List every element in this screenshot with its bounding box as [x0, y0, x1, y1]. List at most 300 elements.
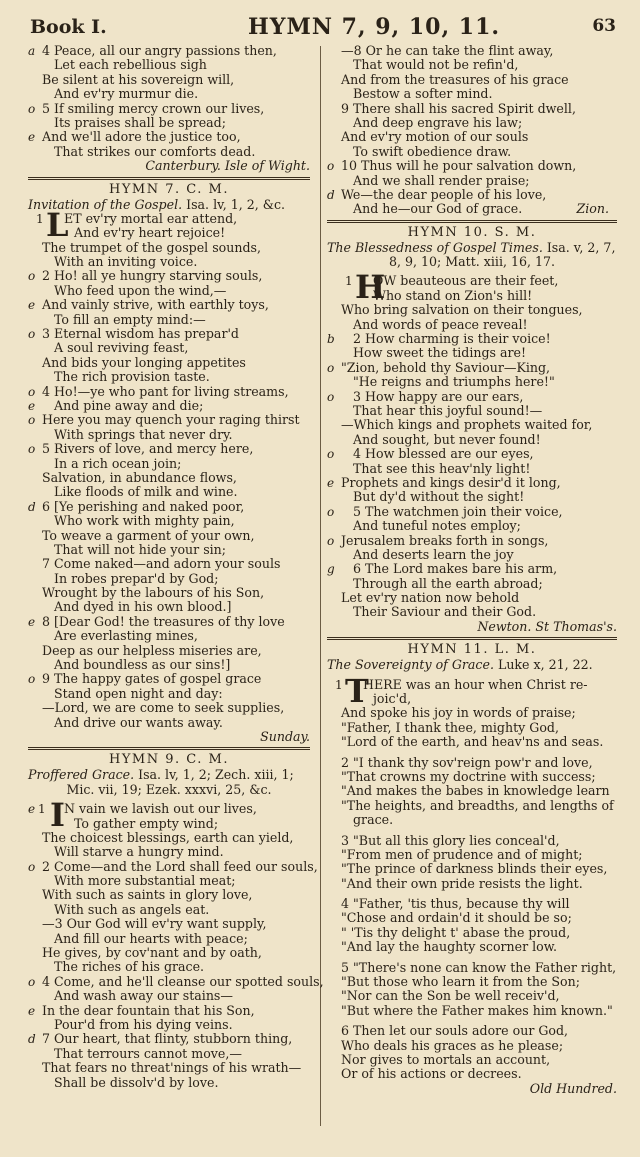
dynamics-mark: o [327, 159, 335, 174]
line-text: Bestow a softer mind. [353, 86, 493, 102]
hymn-9-scripture-2: Mic. vii, 19; Ezek. xxxvi, 25, &c. [66, 781, 272, 797]
hymn-line [28, 1032, 310, 1046]
hymn-line [28, 858, 318, 874]
dynamics-mark: o [28, 384, 36, 399]
line-text: And dyed in his own blood.] [54, 599, 232, 615]
line-text: With springs that never dry. [54, 426, 233, 442]
hymn-line [28, 543, 310, 557]
book-label: Book I. [30, 16, 107, 38]
hymn-line [28, 1018, 310, 1032]
line-text: Shall be dissolv'd by love. [54, 1074, 219, 1090]
line-text: 7 Our heart, that flinty, stubborn thing, [42, 1031, 293, 1047]
dynamics-mark: a [28, 44, 36, 58]
line-text: Their Saviour and their God. [353, 604, 537, 620]
verse-number: 1 [345, 274, 353, 289]
line-text: "The heights, and breadths, and lengths of [341, 797, 614, 813]
dynamics-mark: d [28, 1032, 36, 1047]
hymn-line [327, 87, 617, 101]
hymn-line [327, 706, 617, 720]
hymn-6-end [28, 44, 310, 159]
line-text: And boundless as our sins!] [54, 657, 231, 673]
line-text: 7 Come naked—and adorn your souls [42, 556, 281, 572]
dynamics-mark: e [28, 1003, 36, 1018]
hymn-9-scripture: Isa. lv, 1, 2; Zech. xiii, 1; [134, 767, 294, 783]
hymn-line [327, 897, 617, 911]
hymn-line [327, 505, 617, 519]
hymn-line [327, 784, 617, 798]
column-divider [320, 46, 321, 1126]
line-text: And from the treasures of his grace [341, 71, 569, 87]
page-number: 63 [592, 16, 616, 36]
hymn-11-scripture: Luke x, 21, 22. [493, 657, 593, 673]
hymn-line [28, 87, 310, 101]
line-text: And deserts learn the joy [353, 546, 514, 562]
hymn-line [327, 102, 617, 116]
dynamics-mark: e [28, 130, 36, 145]
hymn-line [28, 1076, 310, 1090]
line-text: —Which kings and prophets waited for, [341, 417, 593, 433]
dynamics-mark: o [28, 974, 36, 989]
line-text: Nor gives to mortals an account, [341, 1052, 551, 1067]
line-text: The riches of his grace. [54, 959, 205, 975]
line-text: —Lord, we are come to seek supplies, [42, 700, 285, 716]
hymn-line [327, 862, 617, 876]
line-text: grace. [353, 812, 394, 828]
hymn-line [28, 471, 310, 485]
dynamics-mark: o [28, 413, 36, 428]
line-text: "Chose and ordain'd it should be so; [341, 910, 572, 926]
hymn-line [327, 159, 617, 173]
line-text: That strikes our comforts dead. [54, 143, 256, 159]
hymn-11-subtitle [327, 658, 617, 672]
hymn-line [327, 318, 617, 332]
line-text: Let ev'ry nation now behold [341, 590, 520, 606]
line-text: Who work with mighty pain, [54, 513, 235, 529]
hymn-line [28, 73, 310, 87]
hymn-line [327, 462, 617, 476]
hymn-line [327, 799, 617, 813]
line-text: Its praises shall be spread; [54, 114, 226, 130]
line-text: 3 How happy are our ears, [353, 388, 524, 404]
line-text: And tuneful notes employ; [353, 518, 521, 534]
line-text: Wrought by the labours of his Son, [42, 585, 265, 601]
hymn-11-tune: Old Hundred. [529, 1080, 617, 1096]
line-text: 2 How charming is their voice! [353, 331, 551, 347]
hymn-line [28, 226, 310, 240]
line-text: "From men of prudence and of might; [341, 846, 583, 862]
hymn-line [28, 241, 310, 255]
hymn-line [327, 756, 617, 770]
hymn-rule [28, 747, 310, 750]
hymn-line [28, 457, 310, 471]
hymn-line [28, 255, 310, 269]
hymn-line [28, 845, 310, 859]
line-text: That hear this joyful sound!— [353, 402, 543, 418]
line-text: And deep engrave his law; [353, 114, 523, 130]
line-text: We—the dear people of his love, [341, 186, 547, 202]
hymn-line [327, 476, 617, 490]
hymn-line [28, 557, 310, 571]
line-text: joic'd, [373, 691, 412, 707]
hymn-9-subtitle [28, 768, 310, 782]
hymn-line [28, 269, 310, 283]
dynamics-mark: o [327, 389, 335, 404]
hymn-line [327, 1039, 617, 1053]
dynamics-mark: e [28, 614, 36, 629]
hymn-line [28, 888, 310, 902]
line-text: "And makes the babes in knowledge learn [341, 783, 610, 799]
hymn-line [28, 428, 310, 442]
line-text: "But where the Father makes him known." [341, 1002, 613, 1018]
line-text: Prophets and kings desir'd it long, [341, 474, 561, 490]
hymn-rule [327, 637, 617, 640]
hymn-line [327, 813, 617, 827]
hymn-line [28, 413, 310, 427]
line-text: And sought, but never found! [353, 431, 541, 447]
hymn-line [28, 298, 310, 312]
hymn-9-theme: Proffered Grace. [28, 767, 135, 783]
line-text: How sweet the tidings are! [353, 345, 527, 361]
hymn-10-body [327, 289, 617, 620]
hymn-line [28, 1004, 310, 1018]
running-header [30, 12, 616, 42]
line-text: 5 If smiling mercy crown our lives, [42, 100, 265, 116]
hymn-line [28, 831, 310, 845]
line-text: Who deals his graces as he please; [341, 1037, 564, 1053]
line-text: That will not hide your sin; [54, 541, 227, 557]
line-text: But dy'd without the sight! [353, 489, 525, 505]
line-text: —8 Or he can take the flint away, [341, 43, 554, 58]
line-text: And pine away and die; [54, 397, 204, 413]
dynamics-mark: o [28, 859, 36, 874]
hymn-line [327, 591, 617, 605]
hymn-line [28, 917, 310, 931]
line-text: That see this heav'nly light! [353, 460, 531, 476]
line-text: 9 The happy gates of gospel grace [42, 671, 262, 687]
hymn-line [28, 500, 310, 514]
line-text: The rich provision taste. [54, 369, 210, 385]
hymn-11-body [327, 692, 617, 1082]
hymn-line [28, 399, 310, 413]
line-text: Salvation, in abundance flows, [42, 469, 237, 485]
hymn-10-tune: Newton. St Thomas's. [477, 618, 617, 634]
line-text: 3 "But all this glory lies conceal'd, [341, 832, 560, 848]
dynamics-mark: e [28, 298, 36, 313]
hymn-line [327, 989, 617, 1003]
hymn-9-body [28, 815, 324, 1090]
hymn-line [327, 447, 617, 461]
line-text: 6 Then let our souls adore our God, [341, 1023, 569, 1039]
hymn-line [327, 404, 617, 418]
hymn-line [327, 911, 617, 925]
line-text: HERE was an hour when Christ re- [363, 676, 588, 692]
hymn-line [327, 145, 617, 159]
hymn-line [28, 946, 310, 960]
hymn-line [28, 529, 310, 543]
hymn-line [327, 1024, 617, 1038]
line-text: —3 Our God will ev'ry want supply, [42, 916, 267, 932]
line-text: Who bring salvation on their tongues, [341, 302, 583, 318]
line-text: 2 Ho! all ye hungry starving souls, [42, 268, 263, 284]
drop-cap: H [355, 268, 386, 307]
line-text: And drive our wants away. [54, 714, 223, 730]
hymn-line [327, 361, 617, 375]
line-text: Will starve a hungry mind. [54, 844, 224, 860]
line-text: Who feed upon the wind,— [54, 282, 227, 298]
line-text: To gather empty wind; [74, 815, 219, 831]
line-text: Jerusalem breaks forth in songs, [341, 532, 549, 548]
hymn-line [28, 102, 310, 116]
hymn-line [28, 600, 310, 614]
line-text: "Father, I thank thee, mighty God, [341, 719, 559, 735]
line-text: To weave a garment of your own, [42, 527, 255, 543]
line-text: "He reigns and triumphs here!" [353, 374, 555, 390]
hymn-line [28, 145, 310, 159]
line-text: "But those who learn it from the Son; [341, 974, 580, 990]
hymn-line [327, 548, 617, 562]
hymn-line [327, 346, 617, 360]
line-text: 4 "Father, 'tis thus, because thy will [341, 896, 570, 912]
hymn-line [327, 44, 617, 58]
hymn-9-continued [327, 44, 617, 202]
hymn-10-theme: The Blessedness of Gospel Times. [327, 239, 543, 255]
line-text: "And their own pride resists the light. [341, 875, 583, 891]
hymn-line [327, 926, 617, 940]
hymn-line [28, 716, 310, 730]
line-text: 5 The watchmen join their voice, [353, 503, 563, 519]
line-text: With such as angels eat. [54, 901, 210, 917]
line-text: 5 "There's none can know the Father right, [341, 959, 617, 975]
hymn-line [327, 289, 617, 303]
hymn-line [327, 961, 617, 975]
hymn-10-scripture: Isa. v, 2, 7, [542, 239, 616, 255]
hymn-line [327, 735, 617, 749]
line-text: Pour'd from his dying veins. [54, 1017, 233, 1032]
hymn-line [28, 514, 310, 528]
hymn-7-theme: Invitation of the Gospel. [28, 196, 183, 212]
hymn-line [28, 1047, 310, 1061]
line-text: Or of his actions or decrees. [341, 1066, 522, 1082]
line-text: Who stand on Zion's hill! [373, 287, 533, 303]
hymn-line [28, 58, 310, 72]
hymn-line [327, 418, 617, 432]
hymn-line [327, 770, 617, 784]
dynamics-mark: d [28, 499, 36, 514]
verse-number: 1 [36, 211, 44, 226]
hymn-10-scripture-2: 8, 9, 10; Matt. xiii, 16, 17. [388, 254, 556, 270]
hymn-line [327, 1067, 617, 1081]
dynamics-mark: o [28, 269, 36, 284]
line-text: 3 Eternal wisdom has prepar'd [42, 326, 239, 342]
hymn-line [28, 817, 310, 831]
line-text: Deep as our helpless miseries are, [42, 642, 262, 658]
line-text: Through all the earth abroad; [353, 575, 543, 591]
dynamics-mark: o [327, 360, 335, 375]
line-text: And vainly strive, with earthly toys, [42, 297, 269, 313]
hymn-line [28, 672, 310, 686]
line-text: And we shall render praise; [353, 172, 530, 188]
line-text: That would not be refin'd, [353, 57, 519, 73]
hymn-line [28, 874, 310, 888]
line-text: To fill an empty mind:— [54, 311, 206, 327]
hymn-line [28, 960, 310, 974]
hymn-line [28, 687, 310, 701]
dynamics-mark: o [28, 442, 36, 457]
dynamics-mark: o [28, 327, 36, 342]
hymn-line [28, 1061, 310, 1075]
hymn-line [28, 44, 310, 58]
drop-cap: L [46, 205, 69, 244]
hymn-line [28, 284, 310, 298]
line-text: 4 Come, and he'll cleanse our spotted souls, [42, 973, 324, 989]
line-text: In the dear fountain that his Son, [42, 1002, 255, 1018]
hymn-line [28, 644, 310, 658]
hymn-line [327, 390, 617, 404]
line-text: "The prince of darkness blinds their eyes, [341, 861, 608, 877]
hymn-line [327, 490, 617, 504]
dynamics-mark: o [327, 447, 335, 462]
dynamics-mark: o [28, 101, 36, 116]
line-text: 4 Peace, all our angry passions then, [42, 43, 277, 58]
hymn-line [327, 940, 617, 954]
dynamics-mark: b [327, 332, 335, 347]
hymn-line [28, 615, 310, 629]
hymn-line [327, 58, 617, 72]
hymn-line [28, 932, 310, 946]
dynamics-mark: o [327, 504, 335, 519]
hymn-line [28, 385, 310, 399]
hymn-line [327, 174, 617, 188]
hymn-10-subtitle [327, 241, 617, 255]
hymn-line [327, 73, 617, 87]
hymn-line [327, 1053, 617, 1067]
line-text: 2 "I thank thy sov'reign pow'r and love, [341, 754, 593, 770]
line-text: 6 [Ye perishing and naked poor, [42, 498, 245, 514]
line-text: ET ev'ry mortal ear attend, [64, 210, 238, 226]
line-text: With an inviting voice. [54, 254, 198, 270]
verse-number: 1 [335, 677, 343, 692]
hymn-9-tune: Zion. [576, 201, 609, 217]
line-text: In a rich ocean join; [54, 455, 182, 471]
line-text: Here you may quench your raging thirst [42, 412, 300, 428]
verse-number: 1 [38, 802, 46, 817]
hymn-7-title: HYMN 7. C. M. [109, 181, 229, 197]
dynamics-mark: e [327, 475, 335, 490]
hymn-line [28, 313, 310, 327]
line-text: A soul reviving feast, [54, 340, 189, 356]
line-text: The choicest blessings, earth can yield, [42, 829, 294, 845]
line-text: And ev'ry motion of our souls [341, 129, 529, 145]
hymn-line [28, 356, 310, 370]
line-text: Be silent at his sovereign will, [42, 71, 235, 87]
line-text: In robes prepar'd by God; [54, 570, 219, 586]
line-text: He gives, by cov'nant and by oath, [42, 945, 262, 961]
hymn-rule [28, 177, 310, 180]
line-text: "Lord of the earth, and heav'ns and seas. [341, 734, 604, 750]
line-text: "Nor can the Son be well receiv'd, [341, 988, 560, 1004]
line-text: Stand open night and day: [54, 685, 223, 701]
line-text: And spoke his joy in words of praise; [341, 705, 576, 721]
hymn-line [327, 116, 617, 130]
hymn-line [327, 605, 617, 619]
hymn-11-title: HYMN 11. L. M. [407, 642, 537, 658]
hymn-line [327, 577, 617, 591]
hymn-line [327, 188, 617, 202]
dynamics-mark: o [327, 533, 335, 548]
line-text: That terrours cannot move,— [54, 1045, 242, 1061]
line-text: 8 [Dear God! the treasures of thy love [42, 613, 285, 629]
line-text: And he—our God of grace. [353, 201, 523, 217]
line-text: N vain we lavish out our lives, [64, 801, 257, 817]
line-text: OW beauteous are their feet, [373, 273, 559, 289]
line-text: "And lay the haughty scorner low. [341, 939, 558, 955]
line-text: And fill our hearts with peace; [54, 930, 248, 946]
hymn-line [327, 721, 617, 735]
left-column [28, 43, 324, 1090]
line-text: And ev'ry heart rejoice! [74, 225, 226, 241]
hymn-9-last-line [327, 202, 617, 216]
hymn-line [28, 130, 310, 144]
hymn-line [28, 658, 310, 672]
hymn-7-body [28, 226, 310, 730]
line-text: 4 How blessed are our eyes, [353, 446, 534, 462]
line-text: With such as saints in glory love, [42, 887, 253, 903]
hymn-line [28, 973, 324, 989]
hymn-line [28, 629, 310, 643]
hymn-10-title: HYMN 10. S. M. [407, 224, 537, 240]
line-text: And we'll adore the justice too, [42, 129, 241, 145]
drop-cap: I [50, 796, 65, 835]
hymn-line [327, 130, 617, 144]
line-text: And bids your longing appetites [42, 354, 246, 370]
line-text: 9 There shall his sacred Spirit dwell, [341, 100, 576, 116]
hymn-line [327, 975, 617, 989]
hymn-line [28, 701, 310, 715]
line-text: 5 Rivers of love, and mercy here, [42, 441, 254, 457]
hymn-line [28, 485, 310, 499]
line-text: 2 Come—and the Lord shall feed our souls, [42, 858, 318, 874]
hymn-line [28, 327, 310, 341]
line-text: " 'Tis thy delight t' abase the proud, [341, 924, 571, 940]
hymn-line [28, 442, 310, 456]
hymn-9-title: HYMN 9. C. M. [109, 752, 229, 768]
hymn-line [327, 877, 617, 891]
line-text: To swift obedience draw. [353, 143, 512, 159]
hymn-line [28, 586, 310, 600]
line-text: 6 The Lord makes bare his arm, [353, 561, 558, 577]
hymn-line [327, 562, 617, 576]
line-text: The trumpet of the gospel sounds, [42, 239, 262, 255]
hymn-line [327, 534, 617, 548]
line-text: And ev'ry murmur die. [54, 86, 199, 102]
hymn-line [28, 341, 310, 355]
dynamics-mark: o [28, 672, 36, 687]
hymn-7-scripture: Isa. lv, 1, 2, &c. [182, 196, 286, 212]
hymn-line [327, 375, 617, 389]
line-text: "Zion, behold thy Saviour—King, [341, 359, 551, 375]
line-text: "That crowns my doctrine with success; [341, 768, 596, 784]
line-text: And wash away our stains— [54, 988, 233, 1004]
page-title: HYMN 7, 9, 10, 11. [248, 14, 501, 40]
hymn-line [28, 572, 310, 586]
dynamics-mark: e [28, 802, 36, 817]
line-text: With more substantial meat; [54, 873, 236, 889]
line-text: Let each rebellious sigh [54, 57, 207, 73]
hymn-rule [327, 220, 617, 223]
line-text: And words of peace reveal! [353, 316, 528, 332]
right-column [327, 44, 617, 1096]
line-text: Are everlasting mines, [54, 628, 198, 644]
